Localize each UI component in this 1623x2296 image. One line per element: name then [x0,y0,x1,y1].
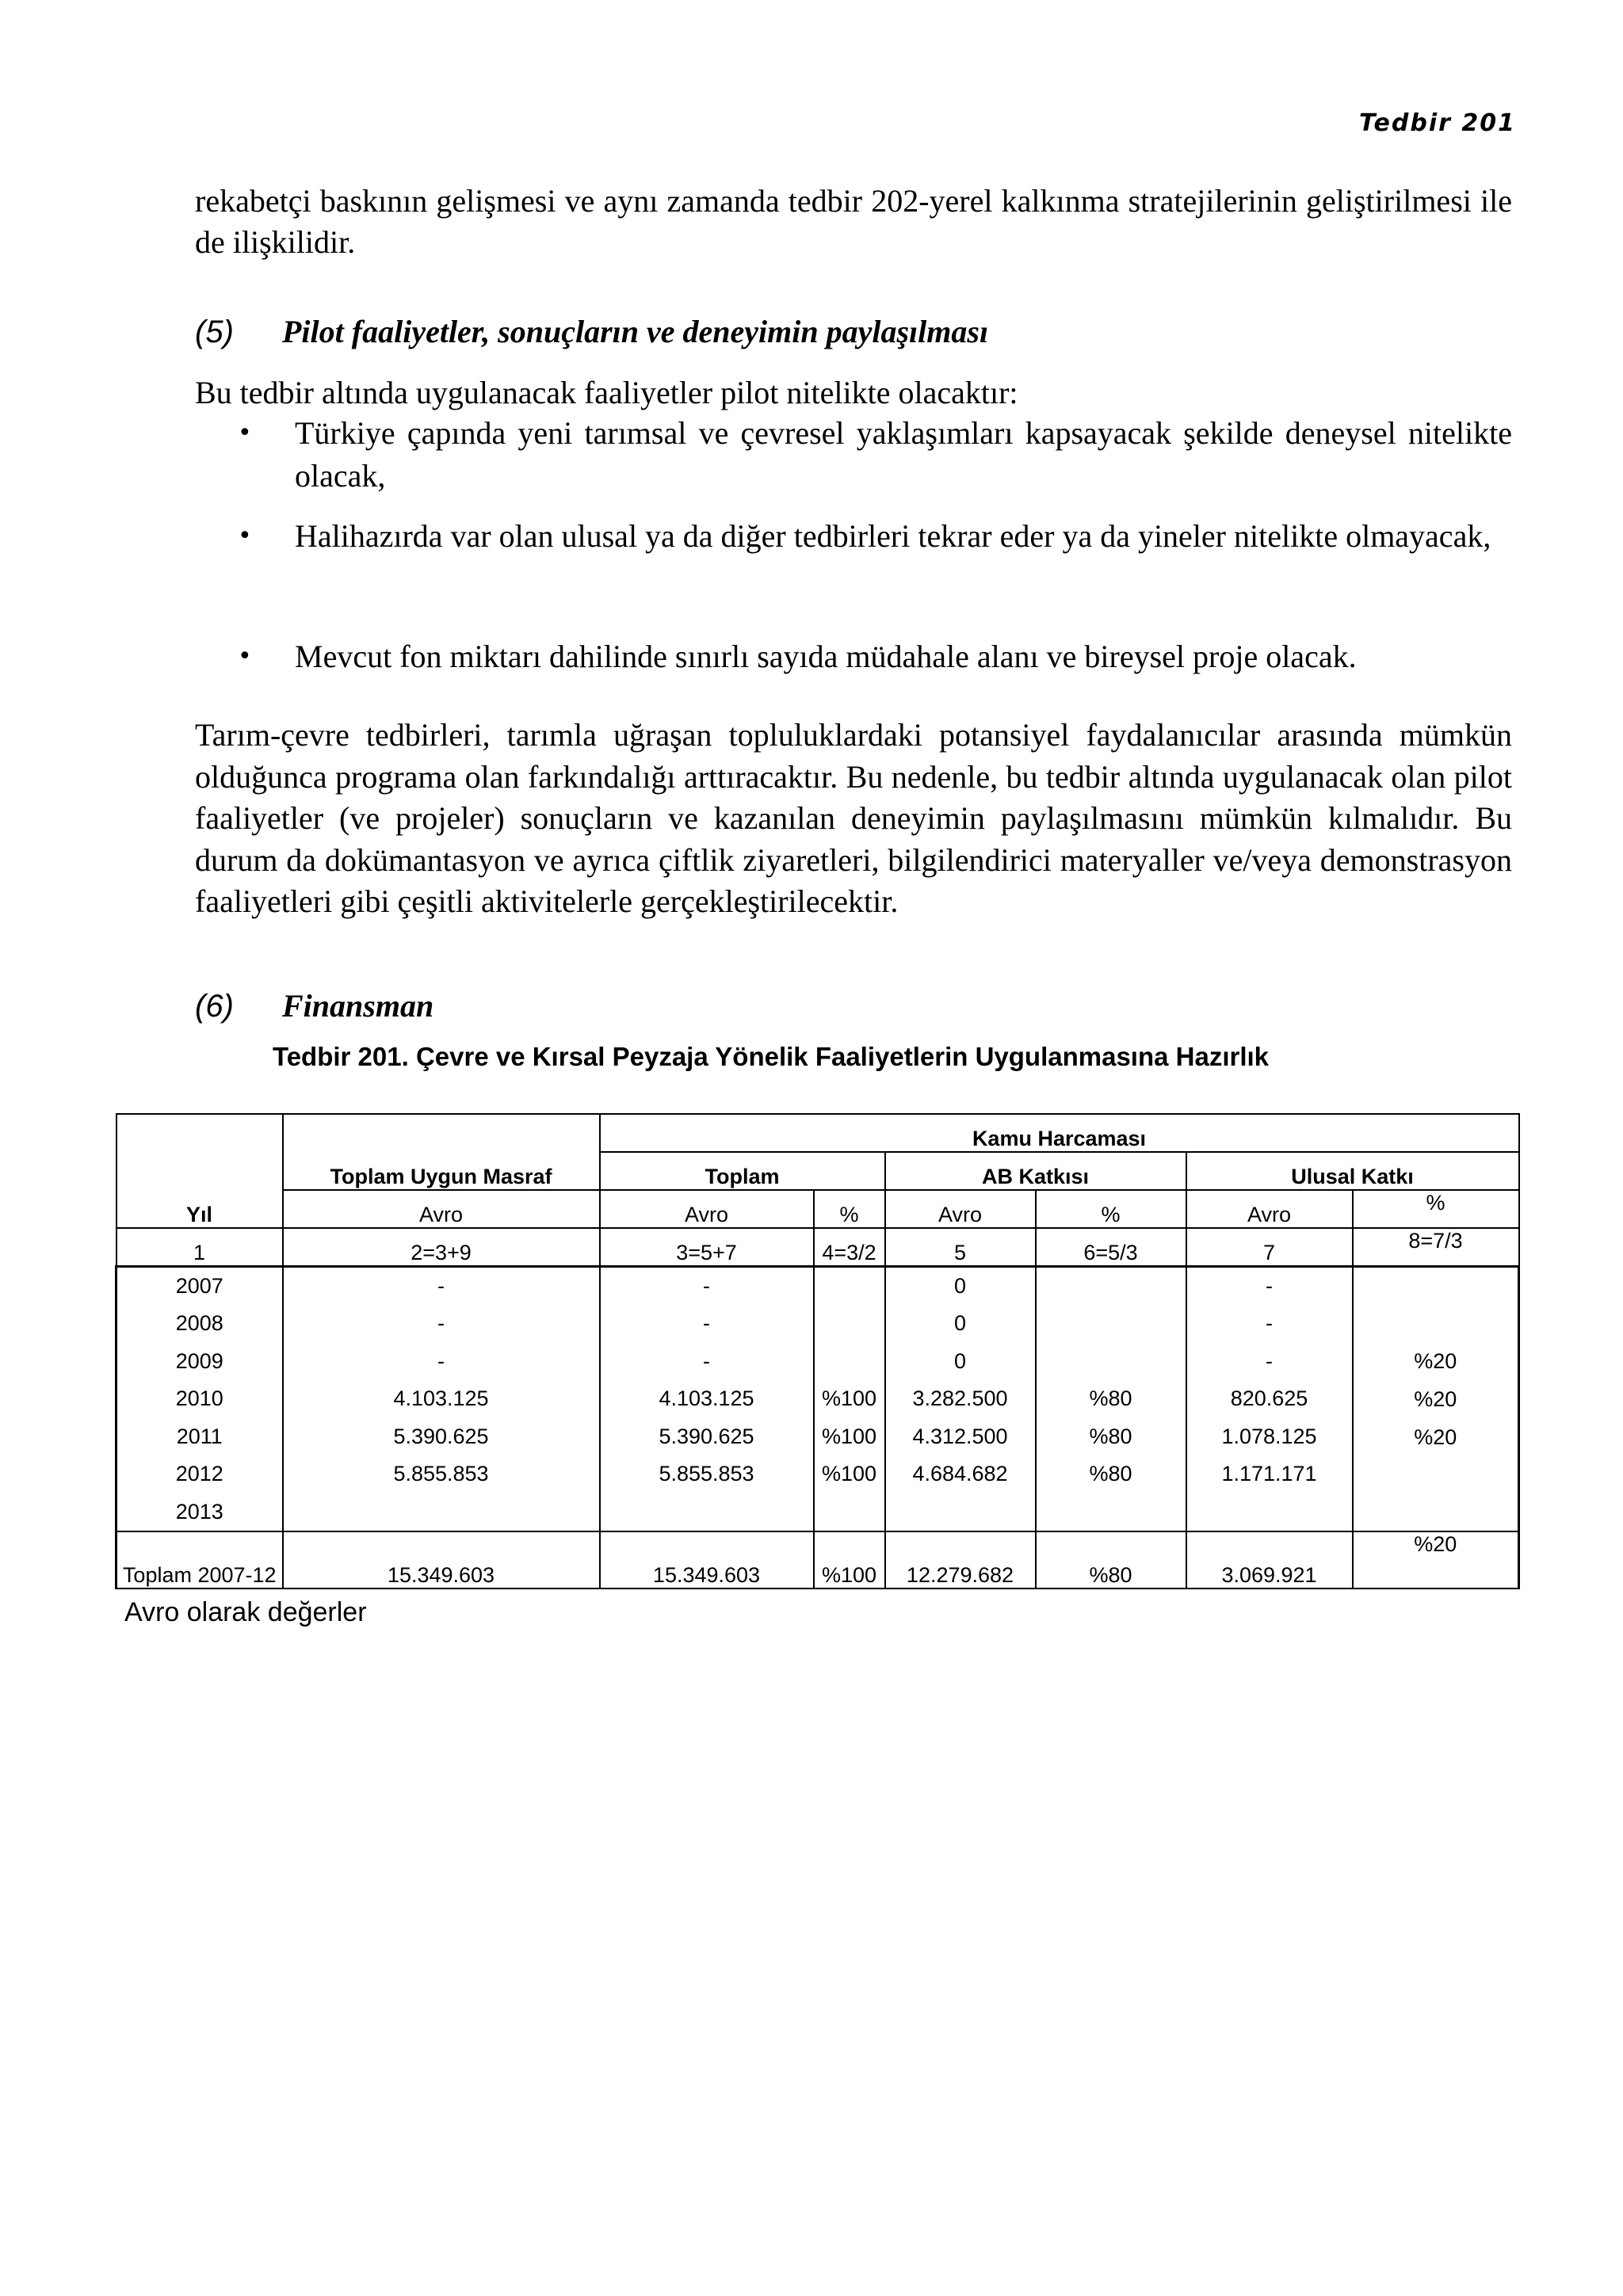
cell-national: 1.078.125 [1186,1418,1353,1456]
header-eu: AB Katkısı [885,1152,1186,1190]
header-eligible-label: Toplam Uygun Masraf [330,1165,552,1188]
list-item [238,412,1512,498]
cell-national: - [1186,1266,1353,1305]
cell-year: 2012 [116,1455,283,1493]
cell-eu-pct: %80 [1036,1531,1186,1589]
cell-total: 5.390.625 [600,1418,814,1456]
cell-total-pct [814,1343,885,1381]
header-national: Ulusal Katkı [1186,1152,1519,1190]
table-row [116,1343,1519,1381]
unit-pct: % [1036,1190,1186,1228]
cell-eligible: 5.390.625 [283,1418,600,1456]
cell-year: 2013 [116,1493,283,1532]
cell-total-pct: %100 [814,1380,885,1418]
cell-eligible: 4.103.125 [283,1380,600,1418]
cell-national: 3.069.921 [1186,1531,1353,1589]
formula-cell: 5 [885,1228,1036,1266]
cell-eu-pct [1036,1266,1186,1305]
cell-year: 2009 [116,1343,283,1381]
section-5-number: (5) [195,315,234,349]
page-header-label: Tedbir 201 [1358,109,1516,137]
unit-pct: % [814,1190,885,1228]
cell-eu-pct [1036,1343,1186,1381]
cell-national [1186,1493,1353,1532]
cell-eligible: 15.349.603 [283,1531,600,1589]
cell-national-pct: %20 [1353,1531,1519,1589]
table-row [116,1305,1519,1343]
intro-sentence: Bu tedbir altında uygulanacak faaliyetler pilot nitelikte olacaktır: [195,375,1018,410]
table-row [116,1455,1519,1493]
cell-eligible: - [283,1266,600,1305]
cell-year: 2007 [116,1266,283,1305]
cell-eu: 4.684.682 [885,1455,1036,1493]
cell-total: - [600,1305,814,1343]
cell-eu: 4.312.500 [885,1418,1036,1456]
cell-national: - [1186,1343,1353,1381]
formula-cell: 8=7/3 [1353,1228,1519,1266]
cell-eu: 0 [885,1266,1036,1305]
cell-eligible: - [283,1343,600,1381]
cell-national-pct-group [1353,1266,1519,1531]
formula-cell: 4=3/2 [814,1228,885,1266]
cell-national-pct: %20 [1414,1348,1457,1373]
header-total: Toplam [600,1152,885,1190]
cell-total [600,1493,814,1532]
cell-eu-pct: %80 [1036,1380,1186,1418]
cell-eu-pct [1036,1305,1186,1343]
formula-cell: 1 [116,1228,283,1266]
table-title-text: Tedbir 201. Çevre ve Kırsal Peyzaja Yönelik Faaliyetlerin Uygulanmasına Hazırlık [273,1042,1270,1071]
table-row [116,1418,1519,1456]
cell-total: - [600,1266,814,1305]
formula-cell: 7 [1186,1228,1353,1266]
table-note: Avro olarak değerler [124,1597,367,1627]
cell-total-pct: %100 [814,1455,885,1493]
list-item-text: Mevcut fon miktarı dahilinde sınırlı sayıda müdahale alanı ve bireysel proje olacak. [295,639,1357,674]
section-5-title: Pilot faaliyetler, sonuçların ve deneyimin paylaşılması [282,314,989,349]
unit-avro: Avro [283,1190,600,1228]
cell-eu: 12.279.682 [885,1531,1036,1589]
cell-eu-pct: %80 [1036,1455,1186,1493]
cell-total: 4.103.125 [600,1380,814,1418]
bullet-icon: • [238,419,252,447]
table-total-row [116,1531,1519,1589]
cell-national-pct: %20 [1414,1386,1457,1411]
cell-total: 15.349.603 [600,1531,814,1589]
header-public: Kamu Harcaması [600,1114,1519,1152]
unit-avro: Avro [1186,1190,1353,1228]
formula-cell: 6=5/3 [1036,1228,1186,1266]
section-6-number: (6) [195,989,234,1024]
paragraph-continuation: rekabetçi baskının gelişmesi ve aynı zamanda tedbir 202-yerel kalkınma stratejilerinin geliştirilmesi ile de ilişkilidir. [195,183,1512,260]
formula-cell: 3=5+7 [600,1228,814,1266]
unit-avro: Avro [600,1190,814,1228]
cell-total-pct: %100 [814,1418,885,1456]
cell-total-pct: %100 [814,1531,885,1589]
cell-total: - [600,1343,814,1381]
cell-eligible: - [283,1305,600,1343]
section-6-title: Finansman [282,988,434,1024]
cell-total-pct [814,1266,885,1305]
cell-national: - [1186,1305,1353,1343]
header-year [116,1114,283,1228]
cell-eligible: 5.855.853 [283,1455,600,1493]
cell-national: 820.625 [1186,1380,1353,1418]
list-item-text: Türkiye çapında yeni tarımsal ve çevresel yaklaşımları kapsayacak şekilde deneysel nitelikte olacak, [295,415,1512,494]
list-item [238,635,1512,678]
list-item-text: Halihazırda var olan ulusal ya da diğer tedbirleri tekrar eder ya da yineler nitelikte olmayacak, [295,518,1491,554]
cell-eu: 3.282.500 [885,1380,1036,1418]
cell-total-pct [814,1493,885,1532]
bullet-icon: • [238,522,252,550]
cell-eu [885,1493,1036,1532]
cell-eu: 0 [885,1305,1036,1343]
unit-pct: % [1353,1190,1519,1228]
header-eligible [283,1114,600,1190]
cell-eu-pct [1036,1493,1186,1532]
bullet-icon: • [238,643,252,670]
cell-year: 2008 [116,1305,283,1343]
formula-cell: 2=3+9 [283,1228,600,1266]
table-row [116,1266,1519,1305]
table-row [116,1380,1519,1418]
cell-national-pct: %20 [1414,1425,1457,1449]
section-5-heading [195,312,988,352]
cell-year: 2011 [116,1418,283,1456]
cell-total-label: Toplam 2007-12 [116,1531,283,1589]
cell-year: 2010 [116,1380,283,1418]
list-item [238,515,1512,558]
section-6-heading [195,986,433,1026]
header-year-label: Yıl [185,1203,212,1226]
cell-eu-pct: %80 [1036,1418,1186,1456]
cell-total-pct [814,1305,885,1343]
unit-avro: Avro [885,1190,1036,1228]
financing-table [115,1113,1520,1589]
cell-national: 1.171.171 [1186,1455,1353,1493]
paragraph-agri-environment: Tarım-çevre tedbirleri, tarımla uğraşan topluluklardaki potansiyel faydalanıcılar arasında mümkün olduğunca programa olan farkındalığı arttıracaktır. Bu nedenle, bu tedbir altında uygulanacak olan pilot faaliyetler (ve projeler) sonuçların ve kazanılan deneyimin paylaşılmasını mümkün kılmalıdır. Bu durum da dokümantasyon ve ayrıca çiftlik ziyaretleri, bilgilendirici materyaller ve/veya demonstrasyon faaliyetleri gibi çeşitli aktivitelerle gerçekleştirilecektir. [195,717,1512,919]
cell-total: 5.855.853 [600,1455,814,1493]
cell-eu: 0 [885,1343,1036,1381]
table-row [116,1493,1519,1532]
cell-eligible [283,1493,600,1532]
